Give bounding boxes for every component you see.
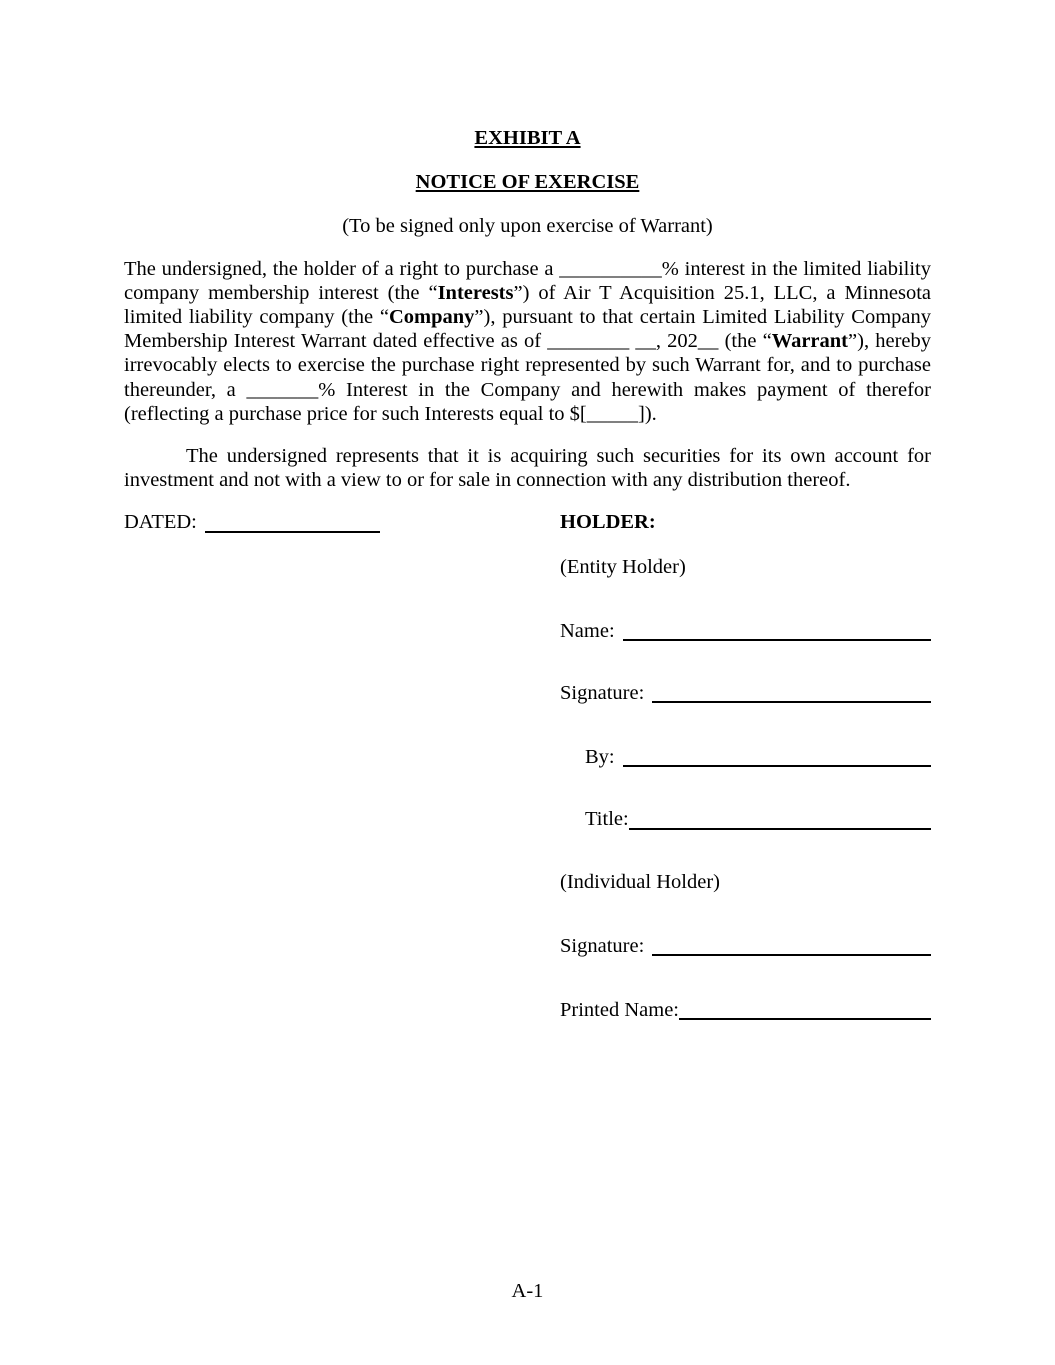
page-number: A-1	[511, 1280, 544, 1302]
paragraph-representation: The undersigned represents that it is acquiring such securities for its own account for investment and not with a view to or for sale in connection with any distribution thereof.	[124, 445, 931, 492]
individual-signature-blank-line	[652, 934, 931, 956]
entity-by-label: By:	[585, 746, 615, 769]
printed-name-blank-line	[679, 998, 931, 1020]
entity-by-blank-line	[623, 745, 931, 767]
entity-by-field	[560, 745, 931, 769]
entity-signature-field	[560, 681, 931, 705]
entity-name-label: Name:	[560, 619, 615, 642]
entity-title-field	[560, 807, 931, 831]
dated-label: DATED:	[124, 511, 197, 534]
paragraph-exercise: The undersigned, the holder of a right to purchase a __________% interest in the limited liability company membership interest (the “Interests”) of Air T Acquisition 25.1, LLC, a Minnesota limited liability company (the “Company”), pursuant to that certain Limited Liability Company Membership Interest Warrant dated effective as of ________ __, 202__ (the “Warrant”), hereby irrevocably elects to exercise the purchase right represented by such Warrant for, and to purchase thereunder, a _______% Interest in the Company and herewith makes payment of therefor (reflecting a purchase price for such Interests equal to $[_____]).	[124, 257, 932, 425]
exhibit-title: EXHIBIT A	[474, 127, 581, 149]
document-subtitle: (To be signed only upon exercise of Warrant)	[342, 215, 713, 238]
notice-title: NOTICE OF EXERCISE	[415, 171, 640, 194]
individual-holder-caption: (Individual Holder)	[560, 870, 720, 893]
entity-signature-label: Signature:	[560, 682, 645, 705]
entity-signature-blank-line	[652, 681, 931, 703]
entity-title-blank-line	[629, 807, 931, 829]
individual-signature-label: Signature:	[560, 934, 645, 957]
entity-title-label: Title:	[585, 808, 629, 831]
dated-blank-line	[205, 510, 380, 532]
dated-field	[124, 510, 560, 534]
printed-name-label: Printed Name:	[560, 999, 679, 1022]
entity-name-blank-line	[623, 619, 931, 641]
printed-name-field	[560, 998, 931, 1022]
entity-holder-caption: (Entity Holder)	[560, 555, 686, 578]
holder-heading	[560, 510, 656, 534]
individual-signature-field	[560, 934, 931, 958]
signature-column	[560, 555, 931, 1023]
dated-holder-row	[124, 510, 931, 534]
entity-name-field	[560, 619, 931, 643]
holder-label: HOLDER:	[560, 511, 656, 534]
